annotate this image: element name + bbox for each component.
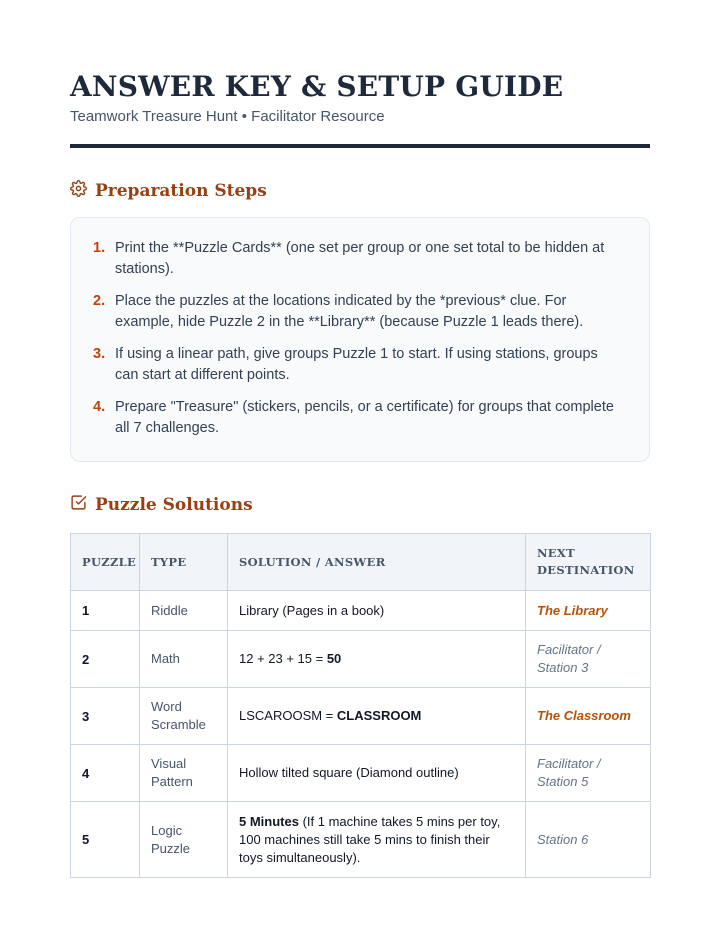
preparation-title: Preparation Steps: [95, 181, 267, 201]
checkbox-icon: [70, 494, 87, 516]
table-row: [71, 688, 651, 745]
step-number: 1.: [93, 240, 106, 256]
next-destination-cell: Station 6: [526, 802, 651, 878]
next-destination-cell: Facilitator / Station 3: [526, 631, 651, 688]
list-item: [93, 291, 619, 333]
page-subtitle: Teamwork Treasure Hunt • Facilitator Resource: [70, 108, 385, 125]
puzzle-type-cell: Word Scramble: [140, 688, 228, 745]
puzzle-number-cell: 4: [71, 745, 140, 802]
puzzle-type-cell: Riddle: [140, 591, 228, 631]
solutions-table-body: [71, 591, 651, 878]
list-item: [93, 344, 619, 386]
solution-text: Library (Pages in a book): [239, 602, 385, 618]
step-number: 4.: [93, 399, 106, 415]
header-solution: SOLUTION / ANSWER: [228, 534, 526, 591]
header-next-destination: NEXT DESTINATION: [526, 534, 651, 591]
solution-cell: [228, 745, 526, 802]
preparation-box: [70, 217, 650, 462]
solutions-table: [70, 533, 651, 878]
step-text: Place the puzzles at the locations indicated by the *previous* clue. For example, hide Puzzle 2 in the **Library** (because Puzzle 1 leads there).: [115, 293, 584, 330]
solution-note: (If 1 machine takes 5 mins per toy, 100 machines still take 5 mins to finish their toys simultaneously).: [239, 813, 501, 865]
solutions-title: Puzzle Solutions: [95, 495, 253, 515]
step-text: Prepare "Treasure" (stickers, pencils, or a certificate) for groups that complete all 7 challenges.: [115, 399, 614, 436]
solution-text: Hollow tilted square (Diamond outline): [239, 765, 459, 780]
solution-answer: 50: [326, 651, 342, 666]
header-type: TYPE: [140, 534, 228, 591]
puzzle-type-cell: Visual Pattern: [140, 745, 228, 802]
puzzle-number-cell: 3: [71, 688, 140, 745]
puzzle-type-cell: Math: [140, 631, 228, 688]
document-page: [70, 0, 650, 878]
table-header-row: [71, 534, 651, 591]
preparation-list: [93, 238, 619, 439]
list-item: [93, 397, 619, 439]
solutions-heading: [70, 492, 650, 518]
step-text: Print the **Puzzle Cards** (one set per group or one set total to be hidden at stations).: [115, 240, 605, 277]
table-row: [71, 591, 651, 631]
solution-answer: 5 Minutes: [239, 813, 299, 829]
table-row: [71, 802, 651, 878]
gear-icon: [70, 180, 87, 202]
solution-cell: [228, 591, 526, 631]
preparation-heading: [70, 178, 650, 204]
page-title: ANSWER KEY & SETUP GUIDE: [70, 70, 564, 103]
solution-cell: [228, 802, 526, 878]
header-puzzle: PUZZLE: [71, 534, 140, 591]
solution-cell: [228, 631, 526, 688]
step-text: If using a linear path, give groups Puzzle 1 to start. If using stations, groups can start at different points.: [115, 346, 598, 383]
puzzle-number-cell: 2: [71, 631, 140, 688]
solution-cell: [228, 688, 526, 745]
next-destination-cell: The Classroom: [526, 688, 651, 745]
solution-answer: CLASSROOM: [336, 708, 422, 723]
header-divider: [70, 144, 650, 148]
table-row: [71, 745, 651, 802]
table-row: [71, 631, 651, 688]
puzzle-number-cell: 1: [71, 591, 140, 631]
step-number: 2.: [93, 293, 106, 309]
next-destination-cell: Facilitator / Station 5: [526, 745, 651, 802]
next-destination-cell: The Library: [526, 591, 651, 631]
step-number: 3.: [93, 346, 106, 362]
solution-text: 12 + 23 + 15 =: [239, 651, 327, 666]
list-item: [93, 238, 619, 280]
puzzle-type-cell: Logic Puzzle: [140, 802, 228, 878]
solution-text: LSCAROOSM =: [239, 708, 337, 723]
puzzle-number-cell: 5: [71, 802, 140, 878]
